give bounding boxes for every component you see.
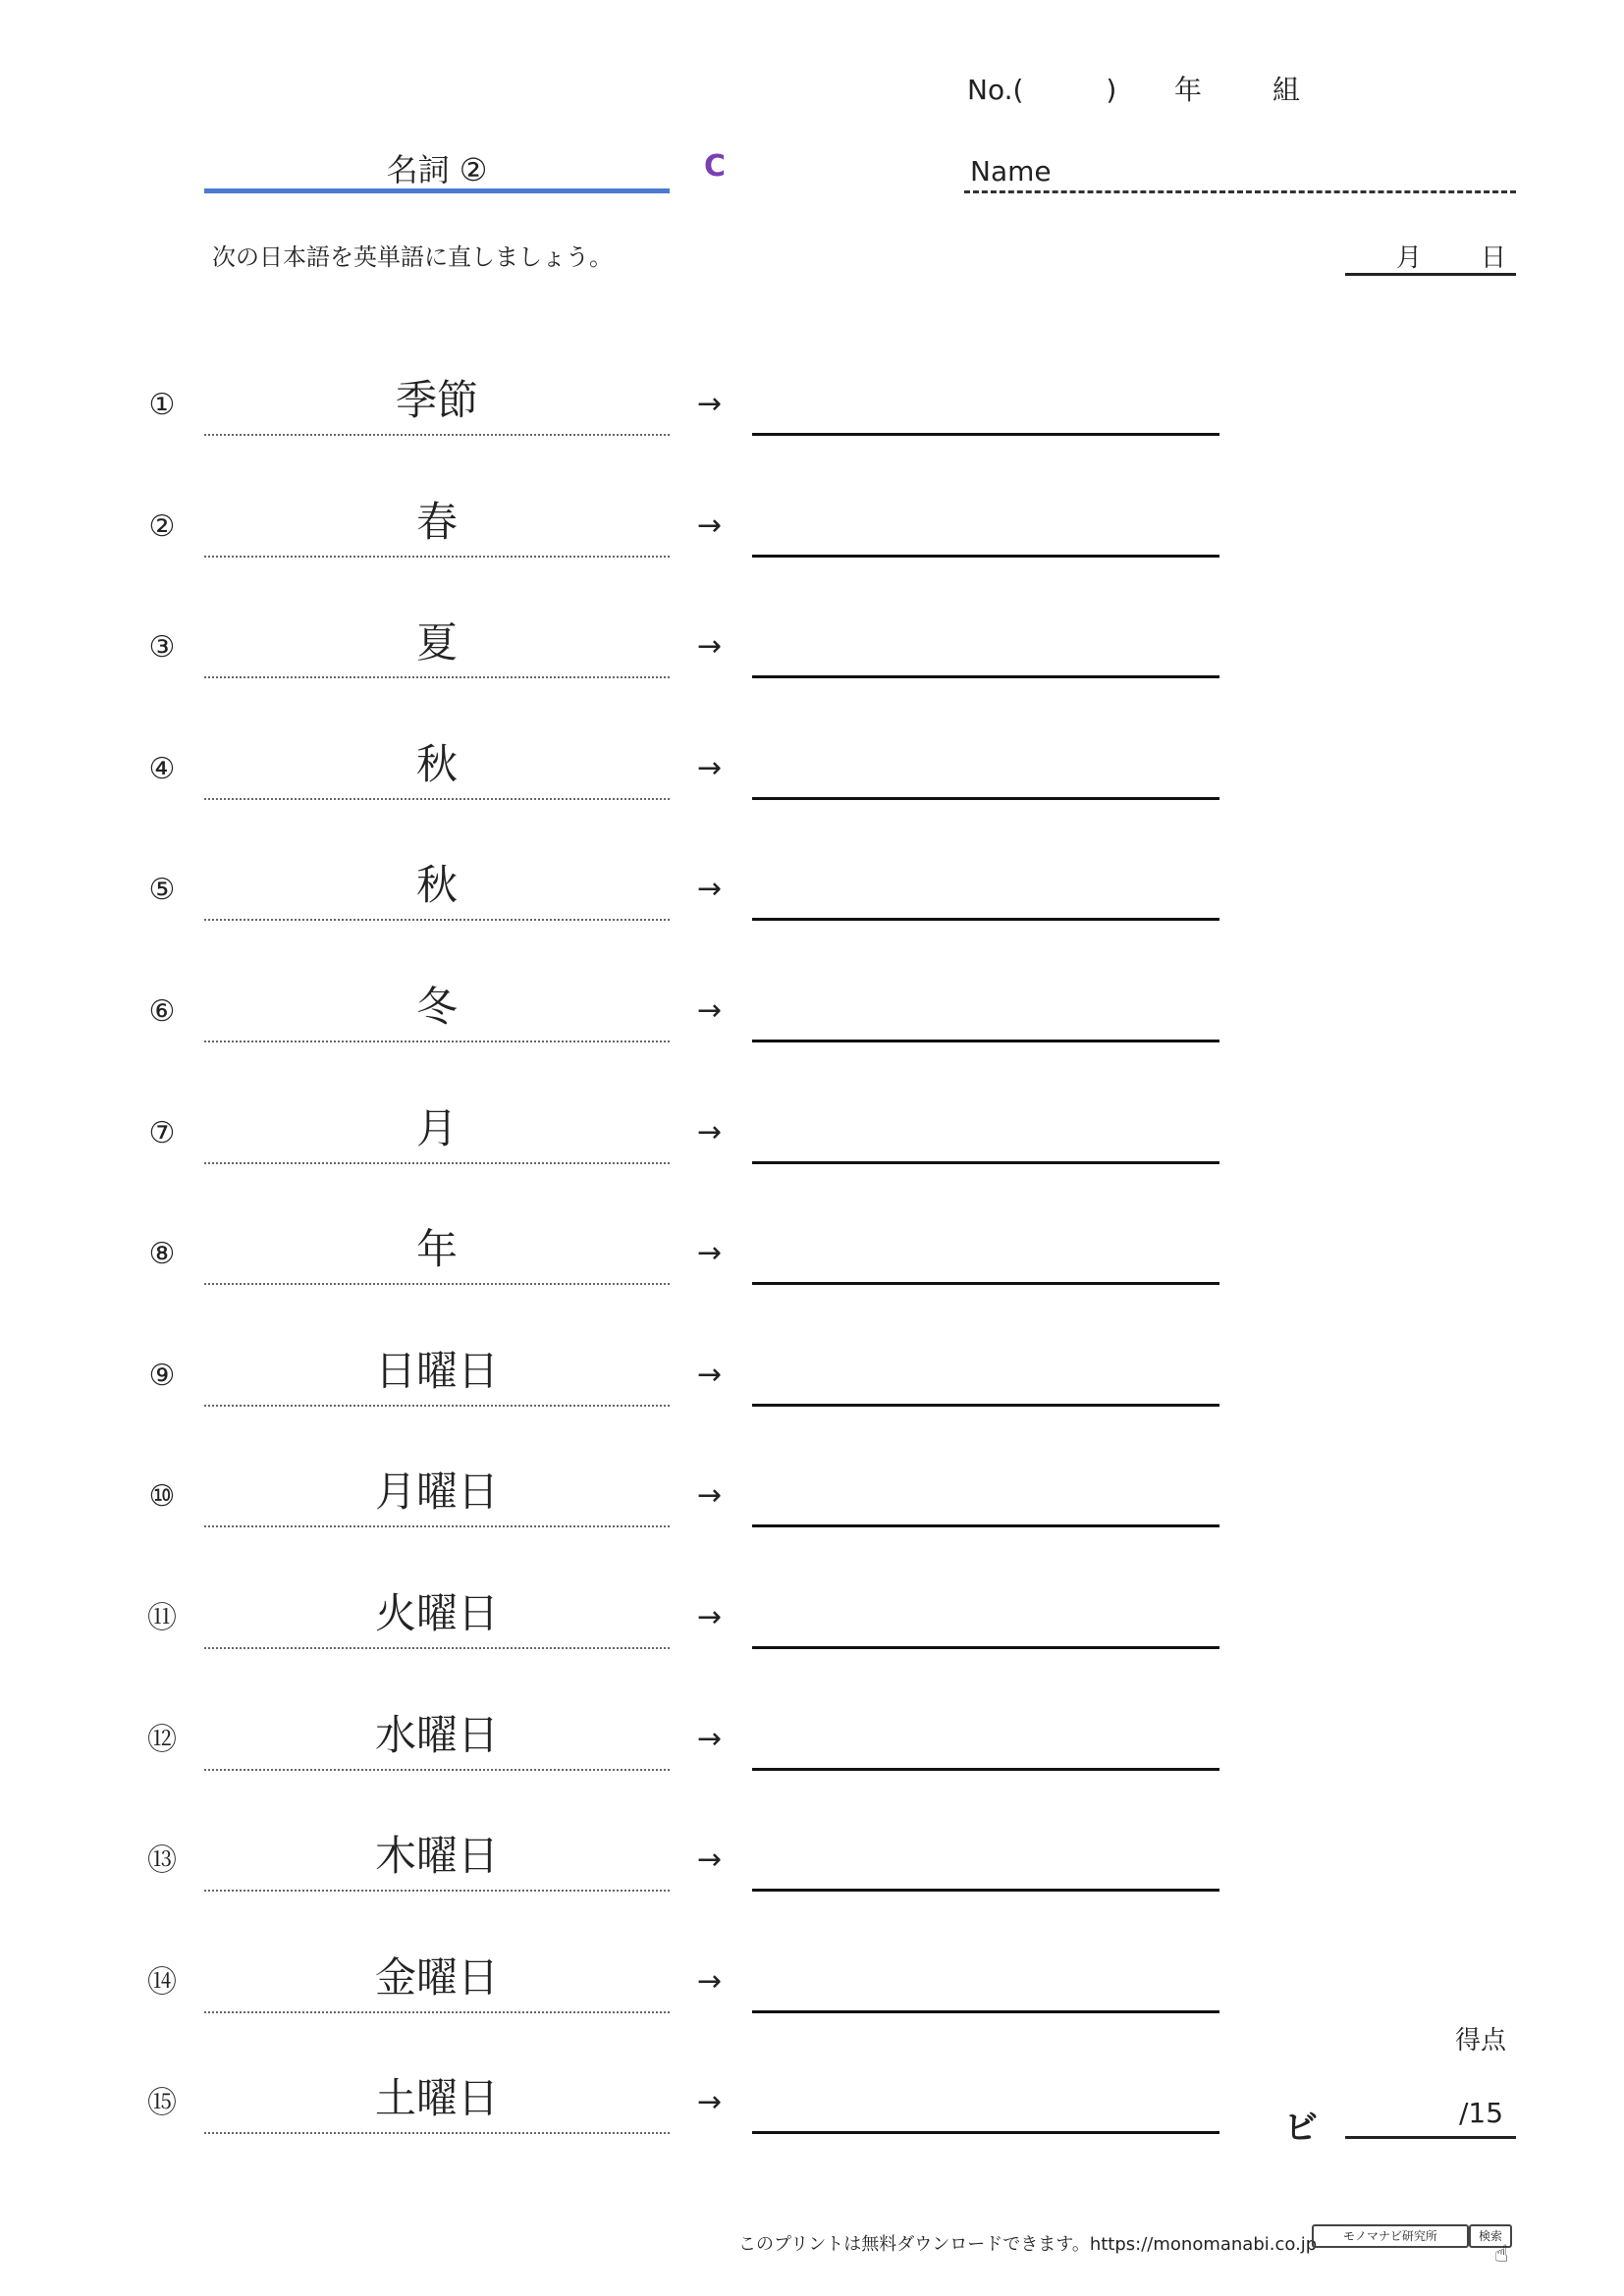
answer-field[interactable] [752,1161,1219,1164]
question-number: ⑧ [148,1237,176,1271]
question-number: ① [148,388,176,422]
question-number: ⑦ [148,1116,176,1150]
answer-field[interactable] [752,433,1219,436]
word-underline [204,1890,670,1892]
arrow-icon: → [697,387,723,421]
arrow-icon: → [697,1722,723,1756]
word-underline [204,556,670,558]
answer-field[interactable] [752,1768,1219,1771]
word-underline [204,1162,670,1164]
answer-field[interactable] [752,918,1219,921]
word-underline [204,2011,670,2013]
question-word: 夏 [415,618,458,667]
question-word: 秋 [415,861,458,909]
name-label: Name [970,155,1052,187]
arrow-icon: → [697,629,723,664]
question-word: 土曜日 [374,2074,499,2122]
arrow-icon: → [697,993,723,1028]
answer-field[interactable] [752,1889,1219,1892]
day-label: 日 [1481,243,1507,273]
word-underline [204,1769,670,1771]
question-word: 年 [415,1225,458,1273]
footer-text: このプリントは無料ダウンロードできます。https://monomanabi.co.jp [738,2234,1318,2255]
page-title: 名詞 ② [386,151,488,188]
question-number: ⑤ [148,873,176,907]
arrow-icon: → [697,1115,723,1149]
word-underline [204,676,670,678]
arrow-icon: → [697,1964,723,1999]
class-label: 組 [1272,74,1301,106]
answer-field[interactable] [752,555,1219,558]
word-underline [204,1405,670,1407]
score-field[interactable] [1345,2136,1516,2139]
question-word: 木曜日 [374,1832,499,1880]
level-mark: C [704,149,727,184]
question-number: ⑮ [147,2086,177,2120]
answer-field[interactable] [752,2010,1219,2013]
question-word: 春 [415,498,458,546]
question-number: ④ [148,752,176,786]
question-number: ⑭ [147,1965,177,2000]
answer-field[interactable] [752,1040,1219,1042]
arrow-icon: → [697,508,723,543]
word-underline [204,919,670,921]
year-label: 年 [1174,74,1203,106]
question-word: 火曜日 [374,1589,499,1637]
answer-field[interactable] [752,1404,1219,1407]
arrow-icon: → [697,1600,723,1634]
pointer-hand-icon: ☝ [1494,2240,1509,2268]
month-label: 月 [1396,243,1423,273]
search-box[interactable]: モノマナビ研究所 [1312,2224,1469,2248]
arrow-icon: → [697,751,723,785]
answer-field[interactable] [752,1282,1219,1285]
date-field[interactable] [1345,273,1516,276]
question-word: 日曜日 [374,1347,499,1395]
question-number: ③ [148,630,176,665]
word-underline [204,1041,670,1042]
question-number: ② [148,509,176,544]
arrow-icon: → [697,1842,723,1877]
question-number: ⑥ [148,994,176,1029]
question-number: ⑪ [147,1601,177,1635]
answer-field[interactable] [752,797,1219,800]
word-underline [204,798,670,800]
answer-field[interactable] [752,1646,1219,1649]
question-word: 冬 [415,983,458,1031]
word-underline [204,1525,670,1527]
score-icon: ビ [1284,2109,1318,2148]
question-word: 月曜日 [374,1468,499,1516]
word-underline [204,1283,670,1285]
search-button[interactable]: 検索 [1469,2224,1512,2248]
question-word: 季節 [395,376,478,424]
question-number: ⑫ [147,1723,177,1757]
answer-field[interactable] [752,675,1219,678]
question-number: ⑬ [147,1843,177,1878]
arrow-icon: → [697,1236,723,1270]
arrow-icon: → [697,1478,723,1513]
word-underline [204,434,670,436]
answer-field[interactable] [752,2131,1219,2134]
question-number: ⑨ [148,1359,176,1393]
question-word: 水曜日 [374,1711,499,1759]
score-label: 得点 [1455,2026,1507,2056]
title-underline [204,188,670,193]
score-total: /15 [1459,2097,1504,2129]
arrow-icon: → [697,1358,723,1392]
word-underline [204,2132,670,2134]
word-underline [204,1647,670,1649]
question-word: 月 [415,1104,458,1152]
answer-field[interactable] [752,1524,1219,1527]
question-word: 金曜日 [374,1953,499,2002]
name-field[interactable] [964,190,1516,193]
student-number-label: No.( ) [967,74,1117,106]
question-number: ⑩ [148,1479,176,1514]
question-word: 秋 [415,740,458,788]
arrow-icon: → [697,2085,723,2119]
instruction-text: 次の日本語を英単語に直しましょう。 [212,243,613,271]
arrow-icon: → [697,872,723,906]
